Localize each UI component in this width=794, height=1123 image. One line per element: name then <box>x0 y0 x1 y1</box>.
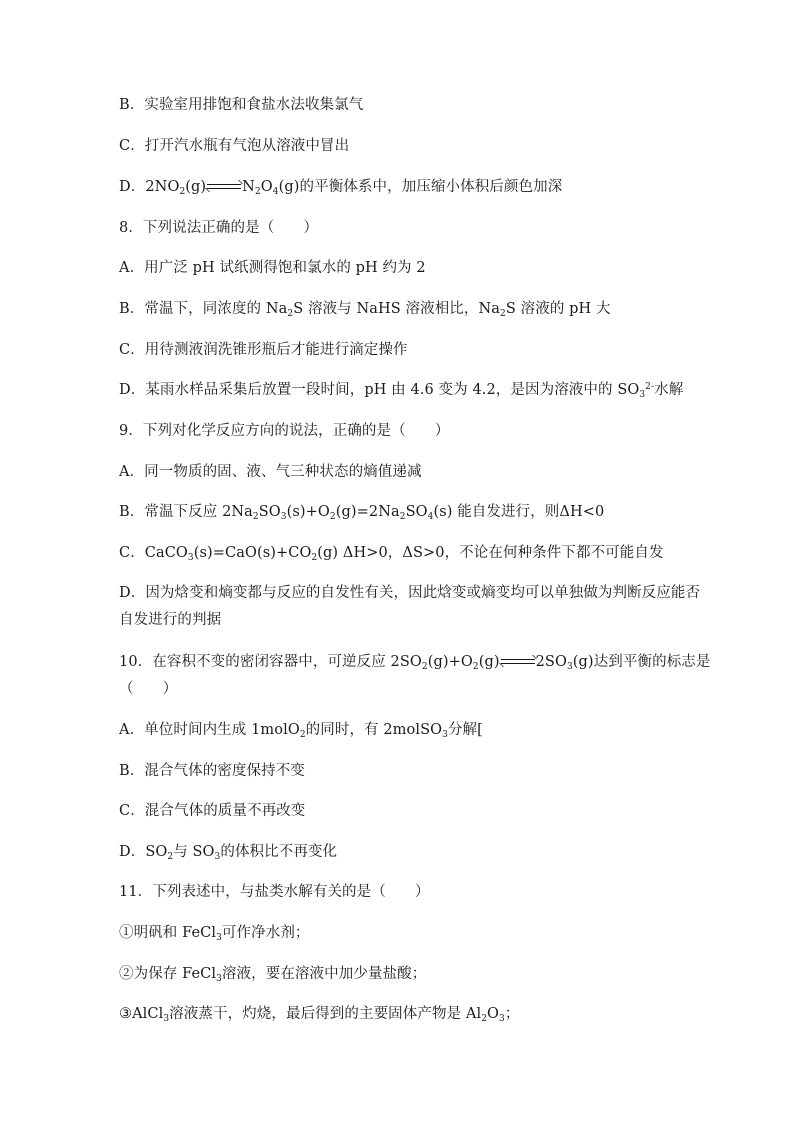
q11-item-3: ③AlCl$_3$溶液蒸干，灼烧，最后得到的主要固体产物是 $Al_2O_3$； <box>119 1006 520 1024</box>
q9-option-c: C．$CaCO_3(s)=CaO(s)+CO_2(g)$ ΔH>0，ΔS>0，不论在何种条件下都不可能自发 <box>119 545 664 563</box>
q8-option-d: D．某雨水样品采集后放置一段时间，pH 由 4.6 变为 4.2，是因为溶液中的 $SO_3^{2-}$水解 <box>119 382 684 400</box>
q9-option-b: B．常温下反应 $2Na_2SO_3(s)+O_2(g)=2Na_2SO_4(s)$ 能自发进行，则ΔH<0 <box>119 504 605 522</box>
q9-option-d-line2: 自发进行的判据 <box>119 612 222 628</box>
q9-stem: 9．下列对化学反应方向的说法，正确的是（ ） <box>119 423 450 439</box>
q8-stem: 8．下列说法正确的是（ ） <box>119 220 319 236</box>
q11-stem: 11．下列表述中，与盐类水解有关的是（ ） <box>119 884 430 900</box>
q7-option-c: C．打开汽水瓶有气泡从溶液中冒出 <box>119 138 350 154</box>
q8-option-a: A．用广泛 pH 试纸测得饱和氯水的 pH 约为 2 <box>119 260 426 276</box>
q7-option-d: D．$2NO_2(g)$ $N_2O_4(g)$的平衡体系中，加压缩小体积后颜色加深 <box>119 179 563 197</box>
equilibrium-arrow-icon <box>207 182 241 192</box>
q10-option-b: B．混合气体的密度保持不变 <box>119 763 305 779</box>
q11-item-2: ②为保存 FeCl$_3$溶液，要在溶液中加少量盐酸； <box>119 966 427 984</box>
q10-stem-paren: （ ） <box>119 681 178 697</box>
q8-option-c: C．用待测液润洗锥形瓶后才能进行滴定操作 <box>119 342 408 358</box>
q10-option-c: C．混合气体的质量不再改变 <box>119 803 306 819</box>
q11-item-1: ①明矾和 FeCl$_3$可作净水剂； <box>119 925 310 943</box>
q10-stem: 10．在容积不变的密闭容器中，可逆反应 $2SO_2(g)+O_2(g)$ $2SO_3(g)$达到平衡的标志是 <box>119 654 711 672</box>
q10-option-d: D．$SO_2$与 $SO_3$的体积比不再变化 <box>119 844 338 862</box>
q10-option-a: A．单位时间内生成 1molO$_2$的同时，有 2molSO$_3$分解[ <box>119 722 483 740</box>
q7-option-b: B．实验室用排饱和食盐水法收集氯气 <box>119 97 364 113</box>
q9-option-d-line1: D．因为焓变和熵变都与反应的自发性有关，因此焓变或熵变均可以单独做为判断反应能否 <box>119 585 701 601</box>
q8-option-b: B．常温下，同浓度的 $Na_2S$ 溶液与 NaHS 溶液相比，$Na_2S$ 溶液的 pH 大 <box>119 301 611 319</box>
equilibrium-arrow-icon <box>501 657 535 667</box>
q9-option-a: A．同一物质的固、液、气三种状态的熵值递减 <box>119 464 422 480</box>
